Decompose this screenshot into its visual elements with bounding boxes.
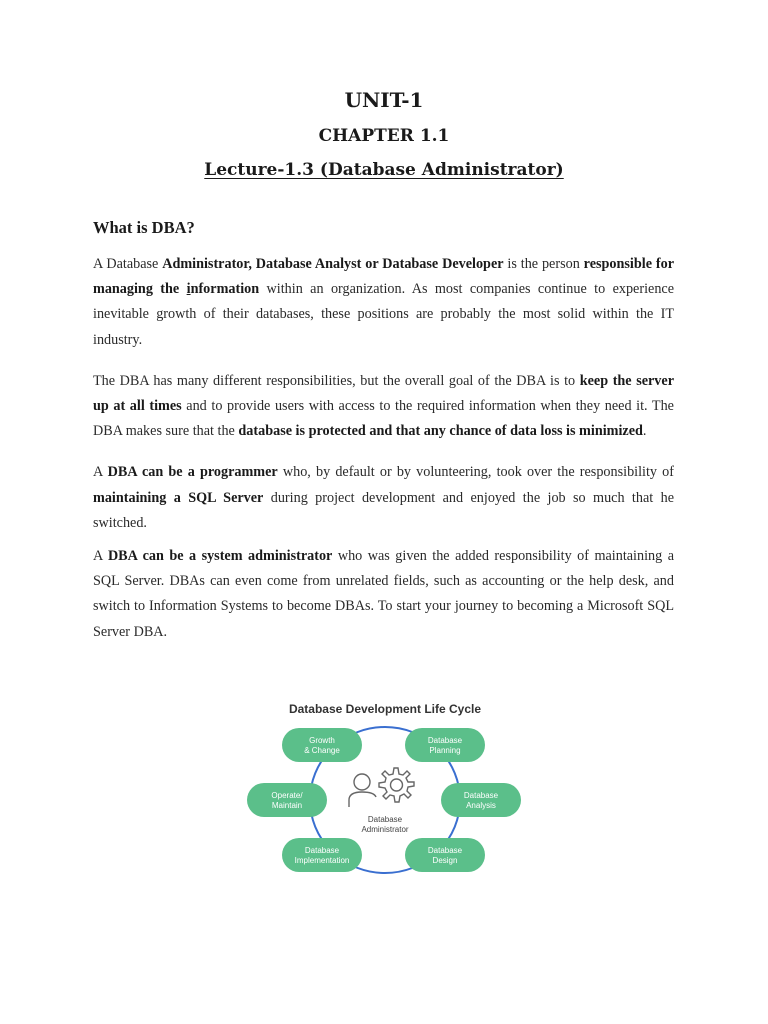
- p1-text-2: is the person: [503, 256, 584, 272]
- p4-bold-sysadmin: DBA can be a system administrator: [107, 548, 333, 565]
- node-database-planning: [405, 728, 485, 762]
- p2-bold-server-up: keep the server up at all times: [93, 372, 674, 415]
- node-implementation-line1: Database: [304, 846, 340, 855]
- lecture-heading: Lecture-1.3 (Database Administrator): [204, 160, 564, 180]
- person-icon: [349, 774, 376, 807]
- p1-bold-roles: Administrator, Database Analyst or Database Developer: [162, 256, 504, 272]
- node-design-line1: Database: [427, 846, 463, 855]
- lifecycle-diagram: [240, 696, 530, 886]
- p3-text-3: during project development and enjoyed the job so much that he switched.: [93, 489, 674, 531]
- center-label-line2: Administrator: [361, 825, 409, 834]
- node-analysis-line2: Analysis: [466, 801, 496, 810]
- p3-bold-programmer: DBA can be a programmer: [107, 464, 278, 481]
- node-implementation-line2: Implementation: [294, 856, 350, 865]
- node-database-implementation: [282, 838, 362, 872]
- document-body: [93, 218, 674, 661]
- node-planning-line1: Database: [427, 736, 463, 745]
- node-design-line2: Design: [432, 856, 458, 865]
- node-operate-line1: Operate/: [271, 791, 303, 800]
- node-growth-change: [282, 728, 362, 762]
- p3-bold-maintaining: maintaining a SQL Server: [93, 489, 264, 506]
- p1-bold-responsible: responsible for managing the: [93, 256, 674, 298]
- node-database-design: [405, 838, 485, 872]
- chapter-heading: CHAPTER 1.1: [318, 126, 450, 146]
- p1-link-i[interactable]: i: [186, 281, 191, 298]
- p3-text-1: A: [93, 464, 108, 481]
- paragraph-sysadmin: [93, 544, 674, 645]
- p2-text-2: and to provide users with access to the required information when they need it. The DBA makes sure that the: [93, 398, 674, 440]
- p2-text-1: The DBA has many different responsibilities, but the overall goal of the DBA is to: [93, 372, 580, 389]
- p2-bold-protected: database is protected and that any chance of data loss is minimized: [238, 423, 643, 440]
- p4-text-1: A: [93, 548, 108, 565]
- p4-text-2: who was given the added responsibility of maintaining a SQL Server. DBAs can even come from unrelated fields, such as accounting or the help desk, and switch to Information Systems to become DBAs. To start your journey to becoming a Microsoft SQL Server DBA.: [93, 548, 674, 640]
- node-operate-maintain: [247, 783, 327, 817]
- paragraph-definition: [93, 252, 674, 353]
- paragraph-responsibilities: [93, 369, 674, 445]
- node-analysis-line1: Database: [463, 791, 499, 800]
- node-database-analysis: [441, 783, 521, 817]
- node-operate-line2: Maintain: [271, 801, 303, 810]
- diagram-title: Database Development Life Cycle: [288, 702, 482, 716]
- gear-icon: [379, 768, 414, 802]
- section-title: What is DBA?: [93, 218, 195, 237]
- p1-text-3: within an organization. As most companies continue to experience inevitable growth of their databases, these positions are probably the most solid within the IT industry.: [93, 281, 675, 348]
- node-growth-line2: & Change: [304, 746, 340, 755]
- unit-heading: UNIT-1: [344, 88, 424, 112]
- paragraph-programmer: [93, 460, 674, 536]
- center-label-line1: Database: [367, 815, 403, 824]
- p3-text-2: who, by default or by volunteering, took over the responsibility of: [277, 464, 674, 481]
- p1-text-1: A Database: [93, 256, 163, 272]
- p2-text-3: .: [642, 423, 647, 440]
- p1-bold-information: nformation: [190, 281, 260, 298]
- node-growth-line1: Growth: [309, 736, 335, 745]
- node-planning-line2: Planning: [429, 746, 461, 755]
